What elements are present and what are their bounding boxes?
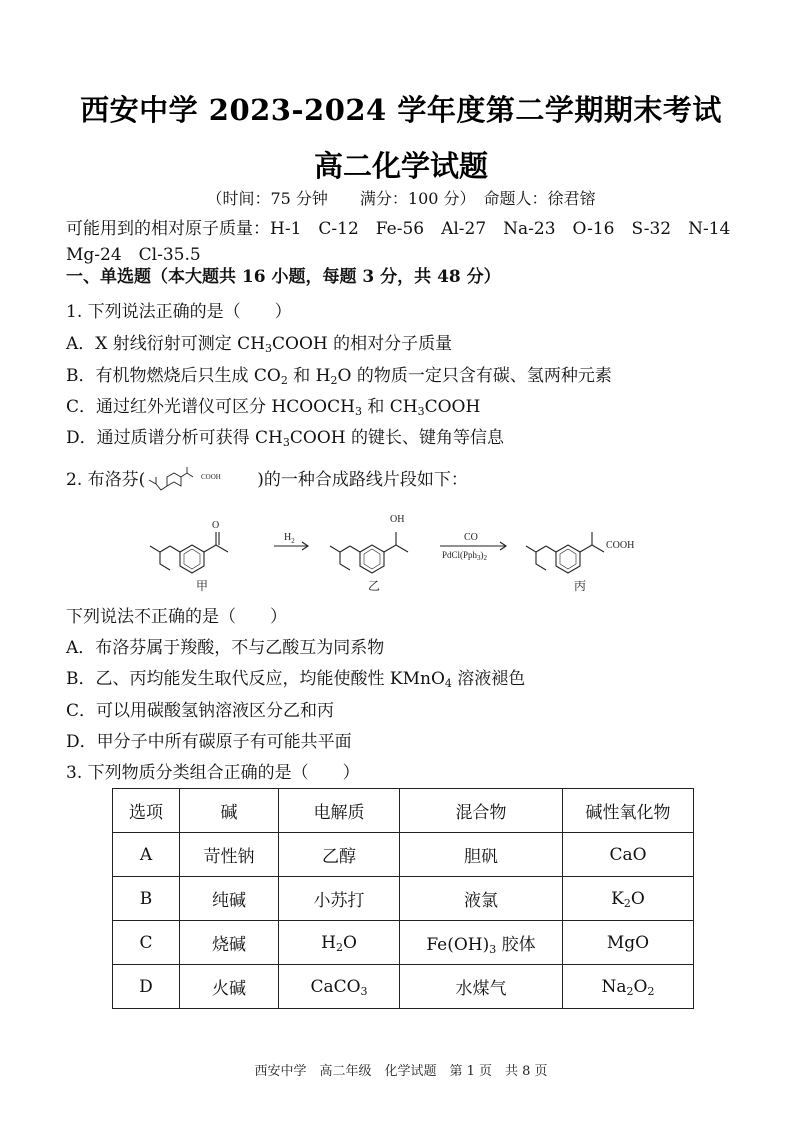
q2-option-b: [66, 668, 525, 690]
text: Fe(OH): [426, 935, 490, 955]
cell: D: [113, 965, 180, 1009]
text: O: [630, 888, 645, 909]
yi-oh-label: OH: [390, 514, 405, 525]
header-cell: 碱: [180, 789, 279, 833]
text: COOH 的相对分子质量: [272, 334, 453, 354]
cell: 纯碱: [180, 877, 279, 921]
table-row: [113, 965, 694, 1009]
subscript: 3: [282, 436, 290, 449]
atomic-masses-line1: 可能用到的相对原子质量：H-1 C-12 Fe-56 Al-27 Na-23 O-16 S-32 N-14: [66, 219, 731, 239]
subscript: 3: [265, 342, 273, 355]
cell: C: [113, 921, 180, 965]
cell: [279, 965, 400, 1009]
cell: A: [113, 833, 180, 877]
text: COOH 的键长、键角等信息: [289, 428, 504, 448]
text: CaCO: [310, 976, 361, 997]
header-cell: 混合物: [400, 789, 563, 833]
subscript: 2: [330, 374, 338, 387]
cell: 水煤气: [400, 965, 563, 1009]
subscript: 2: [483, 554, 488, 562]
subscript: 3: [417, 405, 425, 418]
header-cell: 碱性氧化物: [563, 789, 694, 833]
page-footer: 西安中学 高二年级 化学试题 第 1 页 共 8 页: [254, 1064, 548, 1079]
subscript: 2: [647, 984, 655, 998]
cell: MgO: [563, 921, 694, 965]
q1-stem: 1. 下列说法正确的是（ ）: [66, 302, 292, 322]
q1-option-b: [66, 365, 612, 387]
subscript: 3: [360, 984, 368, 998]
cell: [563, 965, 694, 1009]
text: 2. 布洛芬(: [66, 470, 146, 490]
subscript: 2: [280, 374, 288, 387]
cell: [400, 921, 563, 965]
text: )的一种合成路线片段如下：: [257, 470, 468, 490]
cell: 胆矾: [400, 833, 563, 877]
text: O: [633, 976, 648, 997]
subscript: 2: [291, 537, 295, 545]
q2-option-a: A．布洛芬属于羧酸，不与乙酸互为同系物: [66, 638, 385, 658]
text: PdCl(Pph: [442, 550, 478, 560]
cell: [563, 877, 694, 921]
text: H: [321, 932, 336, 953]
text: C．通过红外光谱仪可区分 HCOOCH: [66, 397, 355, 417]
text: 溶液褪色: [451, 669, 526, 689]
text: B．乙、丙均能发生取代反应，均能使酸性 KMnO: [66, 669, 445, 689]
cell: 火碱: [180, 965, 279, 1009]
q2-option-c: C．可以用碳酸氢钠溶液区分乙和丙: [66, 701, 335, 721]
text: K: [611, 888, 624, 909]
q1-option-c: [66, 396, 480, 418]
cell: 乙醇: [279, 833, 400, 877]
text: O 的物质一定只含有碳、氢两种元素: [337, 366, 612, 386]
svg-text:O: O: [212, 520, 220, 531]
subscript: 2: [626, 984, 634, 998]
subscript: 2: [623, 896, 631, 910]
section-heading: 一、单选题（本大题共 16 小题，每题 3 分，共 48 分）: [66, 267, 501, 287]
text: ): [480, 550, 484, 560]
classification-table: [112, 788, 694, 1009]
table-row: [113, 921, 694, 965]
cell: 液氯: [400, 877, 563, 921]
jia-isobutyl: [150, 546, 170, 570]
synthesis-scheme: [140, 500, 680, 596]
text: B．有机物燃烧后只生成 CO: [66, 366, 281, 386]
jia-label: 甲: [196, 579, 209, 593]
cell: 小苏打: [279, 877, 400, 921]
ibuprofen-structure-icon: [145, 465, 257, 493]
exam-title: 西安中学 2023-2024 学年度第二学期期末考试: [80, 93, 722, 127]
cell: [279, 921, 400, 965]
text: 胶体: [496, 935, 536, 955]
cell: 苛性钠: [180, 833, 279, 877]
header-cell: 选项: [113, 789, 180, 833]
subscript: 4: [444, 677, 452, 690]
subscript: 3: [354, 405, 362, 418]
text: COOH: [424, 397, 481, 417]
reagent-pd-catalyst: [442, 550, 488, 562]
reagent-h2: [284, 532, 295, 545]
table-row: [113, 833, 694, 877]
q3-stem: 3. 下列物质分类组合正确的是（ ）: [66, 763, 360, 783]
header-cell: 电解质: [279, 789, 400, 833]
text: Na: [601, 976, 627, 997]
reagent-co: CO: [464, 532, 478, 543]
q2-stem: [66, 465, 468, 493]
cell: B: [113, 877, 180, 921]
yi-label: 乙: [368, 579, 381, 593]
text: D．通过质谱分析可获得 CH: [66, 428, 283, 448]
table-header-row: [113, 789, 694, 833]
q2-option-d: D．甲分子中所有碳原子有可能共平面: [66, 732, 352, 752]
exam-subtitle: 高二化学试题: [313, 149, 488, 183]
q1-option-d: [66, 427, 504, 449]
bing-cooh-label: COOH: [606, 540, 635, 551]
subscript: 2: [335, 940, 343, 954]
text: 和 CH: [361, 397, 418, 417]
subscript: 3: [477, 554, 481, 562]
cell: 烧碱: [180, 921, 279, 965]
table-row: [113, 877, 694, 921]
text: O: [342, 932, 357, 953]
inline-cooh-label: COOH: [201, 473, 222, 481]
cell: CaO: [563, 833, 694, 877]
q2-question: 下列说法不正确的是（ ）: [66, 607, 287, 627]
atomic-masses-line2: Mg-24 Cl-35.5: [66, 245, 201, 265]
text: H: [284, 532, 292, 543]
subscript: 3: [489, 943, 497, 956]
exam-meta: （时间：75 分钟 满分：100 分） 命题人：徐君镕: [206, 189, 596, 208]
q1-option-a: [66, 333, 452, 355]
bing-label: 丙: [574, 579, 587, 593]
text: 和 H: [287, 366, 331, 386]
text: A．X 射线衍射可测定 CH: [66, 334, 266, 354]
